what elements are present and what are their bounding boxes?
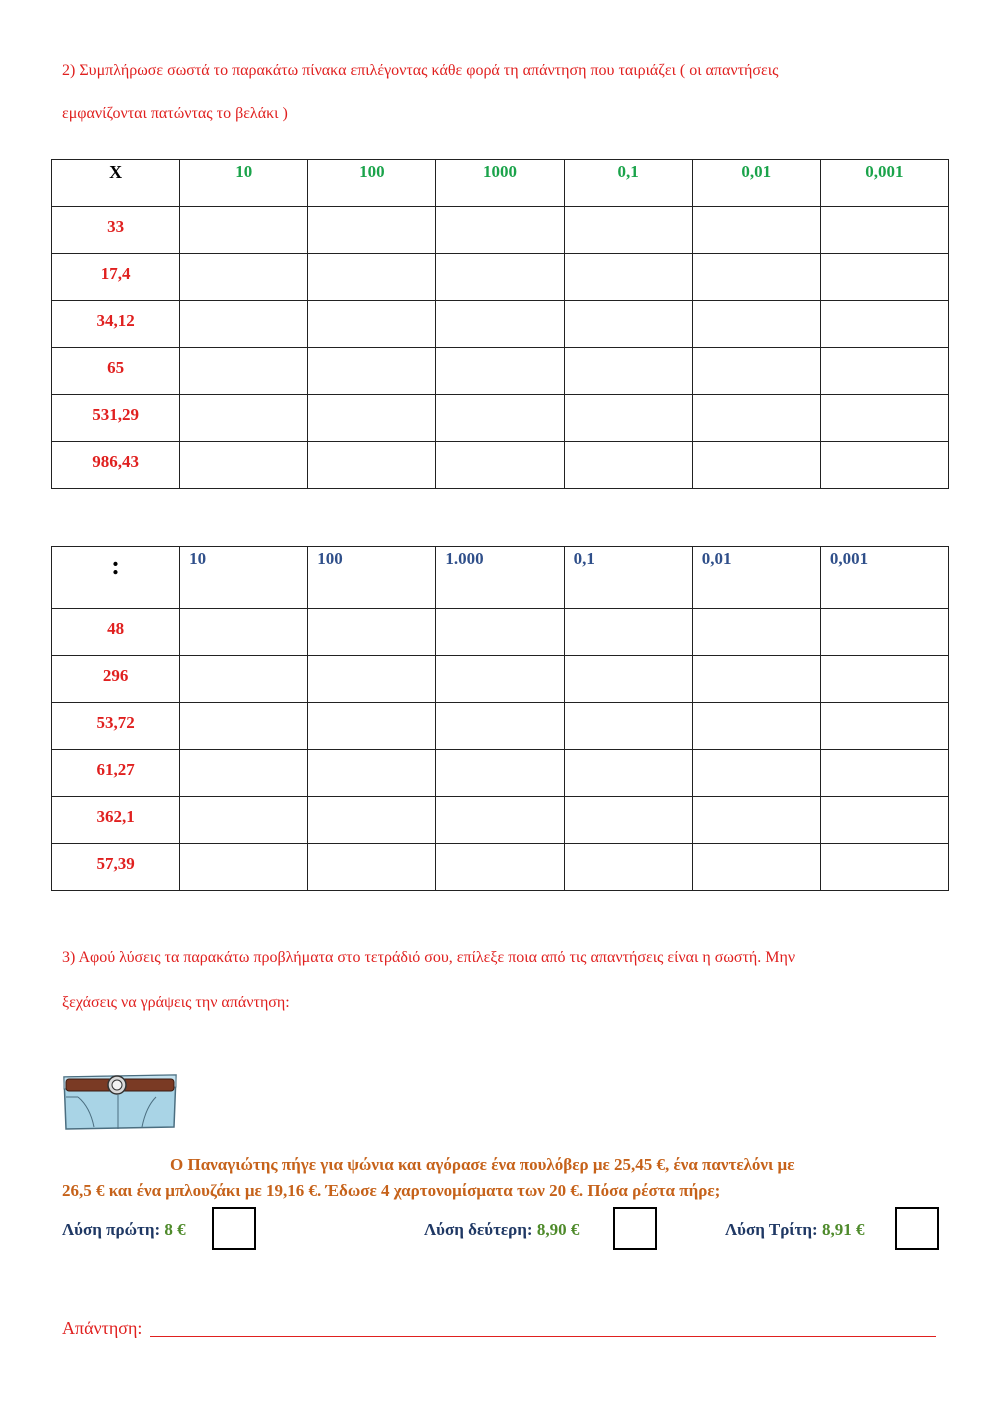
div-table-answer-cell[interactable]	[180, 656, 308, 703]
solution-3-value: 8,91 €	[821, 1220, 865, 1239]
div-table-operator: :	[52, 547, 180, 609]
mult-table-answer-cell[interactable]	[436, 395, 564, 442]
table-row	[52, 442, 949, 489]
div-table-row-header: 362,1	[52, 797, 180, 844]
mult-table-answer-cell[interactable]	[692, 254, 820, 301]
div-table-answer-cell[interactable]	[308, 703, 436, 750]
div-table-row-header: 57,39	[52, 844, 180, 891]
mult-table-answer-cell[interactable]	[308, 395, 436, 442]
div-table-answer-cell[interactable]	[692, 797, 820, 844]
mult-table-answer-cell[interactable]	[180, 301, 308, 348]
table-row	[52, 207, 949, 254]
div-table-answer-cell[interactable]	[692, 703, 820, 750]
jeans-belt-illustration	[60, 1067, 180, 1131]
mult-table-answer-cell[interactable]	[564, 348, 692, 395]
mult-table-row-header: 531,29	[52, 395, 180, 442]
mult-table-row-header: 33	[52, 207, 180, 254]
div-table-answer-cell[interactable]	[692, 750, 820, 797]
mult-table-answer-cell[interactable]	[692, 442, 820, 489]
div-table-column-header: 0,001	[820, 547, 948, 609]
mult-table-answer-cell[interactable]	[820, 348, 948, 395]
problem-text-line1: Ο Παναγιώτης πήγε για ψώνια και αγόρασε ένα πουλόβερ με 25,45 €, ένα παντελόνι με	[170, 1155, 795, 1174]
mult-table-answer-cell[interactable]	[308, 254, 436, 301]
div-table-answer-cell[interactable]	[564, 703, 692, 750]
div-table-column-header: 1.000	[436, 547, 564, 609]
mult-table-row-header: 986,43	[52, 442, 180, 489]
div-table-column-header: 100	[308, 547, 436, 609]
mult-table-answer-cell[interactable]	[436, 442, 564, 489]
div-table-answer-cell[interactable]	[180, 703, 308, 750]
div-table-column-header: 0,1	[564, 547, 692, 609]
div-table-row-header: 296	[52, 656, 180, 703]
div-table-answer-cell[interactable]	[692, 656, 820, 703]
div-table-answer-cell[interactable]	[180, 750, 308, 797]
mult-table-answer-cell[interactable]	[436, 348, 564, 395]
solution-1-checkbox[interactable]	[212, 1207, 256, 1250]
mult-table-answer-cell[interactable]	[692, 207, 820, 254]
answer-label: Απάντηση:	[62, 1318, 143, 1338]
mult-table-answer-cell[interactable]	[436, 207, 564, 254]
mult-table-answer-cell[interactable]	[692, 301, 820, 348]
table-row	[52, 844, 949, 891]
table-row	[52, 348, 949, 395]
mult-table-column-header: 0,01	[692, 160, 820, 207]
table-row	[52, 750, 949, 797]
mult-table-answer-cell[interactable]	[308, 442, 436, 489]
section2-instruction-line1: 2) Συμπλήρωσε σωστά το παρακάτω πίνακα επιλέγοντας κάθε φορά τη απάντηση που ταιριάζει ( οι απαντήσεις	[62, 62, 779, 79]
div-table-answer-cell[interactable]	[820, 797, 948, 844]
table-row	[52, 797, 949, 844]
mult-table-answer-cell[interactable]	[820, 254, 948, 301]
div-table-answer-cell[interactable]	[564, 844, 692, 891]
mult-table-answer-cell[interactable]	[564, 301, 692, 348]
div-table-column-header: 10	[180, 547, 308, 609]
div-table-answer-cell[interactable]	[180, 797, 308, 844]
multiplication-table	[51, 159, 949, 489]
mult-table-answer-cell[interactable]	[436, 301, 564, 348]
mult-table-answer-cell[interactable]	[180, 348, 308, 395]
div-table-answer-cell[interactable]	[820, 656, 948, 703]
div-table-answer-cell[interactable]	[180, 609, 308, 656]
solution-2	[424, 1220, 579, 1240]
div-table-row-header: 48	[52, 609, 180, 656]
solution-2-checkbox[interactable]	[613, 1207, 657, 1250]
div-table-answer-cell[interactable]	[436, 844, 564, 891]
mult-table-column-header: 1000	[436, 160, 564, 207]
div-table-answer-cell[interactable]	[564, 656, 692, 703]
mult-table-answer-cell[interactable]	[180, 207, 308, 254]
mult-table-row-header: 65	[52, 348, 180, 395]
mult-table-column-header: 100	[308, 160, 436, 207]
solution-2-label: Λύση δεύτερη:	[424, 1220, 533, 1239]
div-table-answer-cell[interactable]	[564, 797, 692, 844]
div-table-answer-cell[interactable]	[820, 703, 948, 750]
mult-table-answer-cell[interactable]	[820, 442, 948, 489]
solution-2-value: 8,90 €	[536, 1220, 580, 1239]
section2-instruction-line2: εμφανίζονται πατώντας το βελάκι )	[62, 105, 288, 122]
div-table-column-header: 0,01	[692, 547, 820, 609]
mult-table-answer-cell[interactable]	[180, 442, 308, 489]
division-table	[51, 546, 949, 891]
div-table-answer-cell[interactable]	[436, 609, 564, 656]
solution-1-value: 8 €	[164, 1220, 186, 1239]
mult-table-column-header: 0,001	[820, 160, 948, 207]
mult-table-row-header: 34,12	[52, 301, 180, 348]
mult-table-answer-cell[interactable]	[308, 348, 436, 395]
solution-1-label: Λύση πρώτη:	[62, 1220, 161, 1239]
solution-3-label: Λύση Τρίτη:	[725, 1220, 818, 1239]
div-table-answer-cell[interactable]	[308, 656, 436, 703]
div-table-answer-cell[interactable]	[436, 656, 564, 703]
mult-table-column-header: 0,1	[564, 160, 692, 207]
mult-table-answer-cell[interactable]	[692, 395, 820, 442]
table-row	[52, 656, 949, 703]
table-row	[52, 609, 949, 656]
mult-table-answer-cell[interactable]	[820, 301, 948, 348]
table-row	[52, 301, 949, 348]
mult-table-operator: Χ	[52, 160, 180, 207]
div-table-row-header: 53,72	[52, 703, 180, 750]
div-table-header-row	[52, 547, 949, 609]
mult-table-answer-cell[interactable]	[436, 254, 564, 301]
mult-table-answer-cell[interactable]	[564, 207, 692, 254]
div-table-answer-cell[interactable]	[820, 609, 948, 656]
mult-table-answer-cell[interactable]	[564, 254, 692, 301]
mult-table-answer-cell[interactable]	[180, 395, 308, 442]
section3-instruction-line2: ξεχάσεις να γράψεις την απάντηση:	[62, 994, 290, 1011]
mult-table-answer-cell[interactable]	[820, 207, 948, 254]
mult-table-answer-cell[interactable]	[564, 395, 692, 442]
mult-table-answer-cell[interactable]	[180, 254, 308, 301]
div-table-answer-cell[interactable]	[820, 750, 948, 797]
div-table-answer-cell[interactable]	[308, 609, 436, 656]
div-table-answer-cell[interactable]	[308, 797, 436, 844]
div-table-answer-cell[interactable]	[436, 797, 564, 844]
div-table-answer-cell[interactable]	[180, 844, 308, 891]
solution-1	[62, 1220, 186, 1240]
div-table-answer-cell[interactable]	[436, 750, 564, 797]
div-table-row-header: 61,27	[52, 750, 180, 797]
problem-text-line2: 26,5 € και ένα μπλουζάκι με 19,16 €. Έδωσε 4 χαρτονομίσματα των 20 €. Πόσα ρέστα πήρε;	[62, 1181, 721, 1200]
mult-table-answer-cell[interactable]	[308, 301, 436, 348]
mult-table-answer-cell[interactable]	[564, 442, 692, 489]
div-table-answer-cell[interactable]	[820, 844, 948, 891]
div-table-answer-cell[interactable]	[308, 844, 436, 891]
section3-instruction-line1: 3) Αφού λύσεις τα παρακάτω προβλήματα στο τετράδιό σου, επίλεξε ποια από τις απαντήσεις είναι η σωστή. Μην	[62, 949, 796, 966]
solution-3-checkbox[interactable]	[895, 1207, 939, 1250]
div-table-answer-cell[interactable]	[564, 750, 692, 797]
div-table-answer-cell[interactable]	[692, 844, 820, 891]
answer-input-line[interactable]	[150, 1336, 936, 1337]
mult-table-answer-cell[interactable]	[692, 348, 820, 395]
solution-3	[725, 1220, 864, 1240]
mult-table-header-row	[52, 160, 949, 207]
div-table-answer-cell[interactable]	[308, 750, 436, 797]
mult-table-answer-cell[interactable]	[820, 395, 948, 442]
mult-table-answer-cell[interactable]	[308, 207, 436, 254]
mult-table-row-header: 17,4	[52, 254, 180, 301]
div-table-answer-cell[interactable]	[436, 703, 564, 750]
div-table-answer-cell[interactable]	[692, 609, 820, 656]
div-table-answer-cell[interactable]	[564, 609, 692, 656]
table-row	[52, 703, 949, 750]
table-row	[52, 254, 949, 301]
mult-table-column-header: 10	[180, 160, 308, 207]
table-row	[52, 395, 949, 442]
